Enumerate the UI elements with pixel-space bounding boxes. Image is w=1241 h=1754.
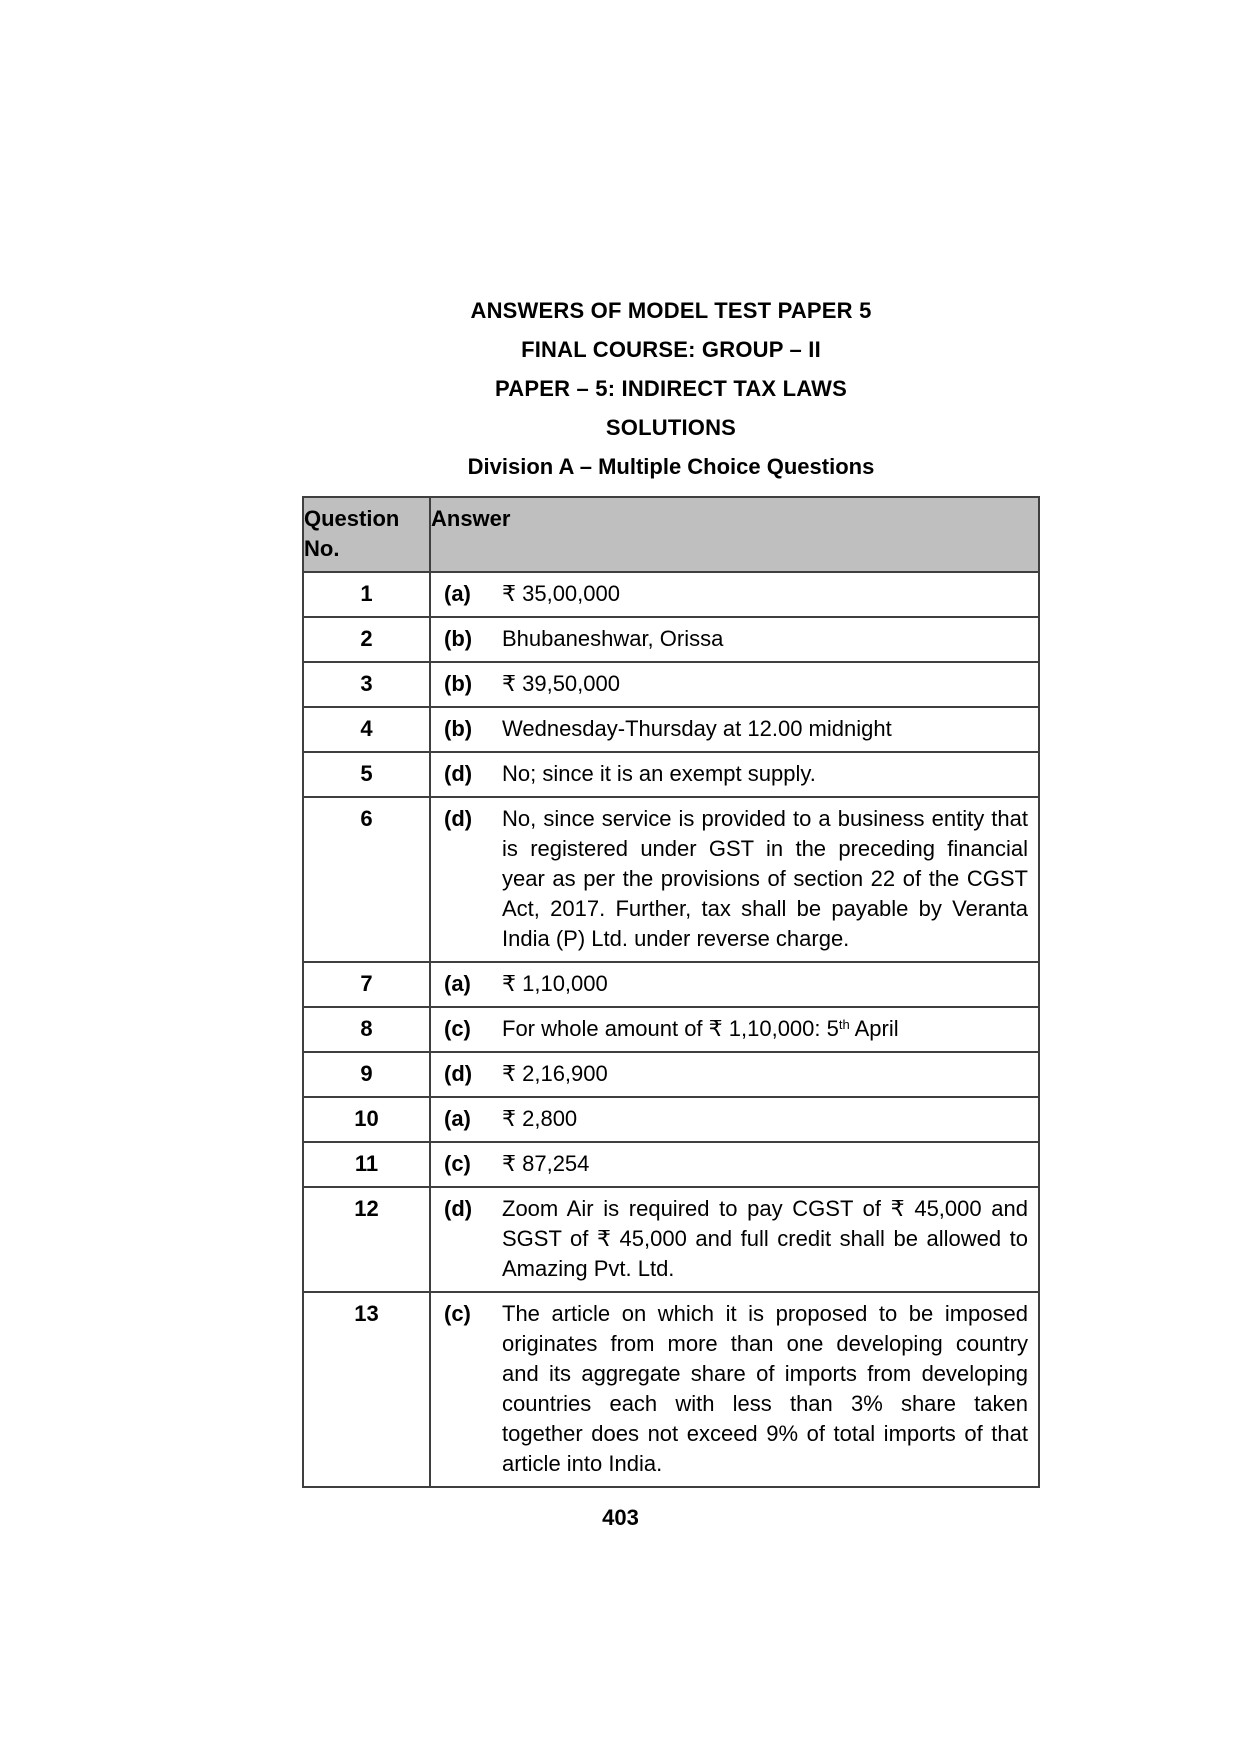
table-row — [303, 617, 1039, 662]
question-number: 12 — [303, 1187, 430, 1292]
answer-cell — [430, 572, 1039, 617]
column-header-answer: Answer — [430, 497, 1039, 572]
title-line-4: SOLUTIONS — [605, 415, 737, 440]
table-header-row — [303, 497, 1039, 572]
question-number: 3 — [303, 662, 430, 707]
question-number: 7 — [303, 962, 430, 1007]
table-row — [303, 1142, 1039, 1187]
document-page — [302, 298, 1040, 1488]
table-row — [303, 1097, 1039, 1142]
table-row — [303, 797, 1039, 962]
answer-cell — [430, 1097, 1039, 1142]
section-heading: Division A – Multiple Choice Questions — [467, 454, 875, 479]
question-number: 11 — [303, 1142, 430, 1187]
table-row — [303, 752, 1039, 797]
answer-cell — [430, 1292, 1039, 1487]
table-row — [303, 1007, 1039, 1052]
question-number: 4 — [303, 707, 430, 752]
answer-text: For whole amount of ₹ 1,10,000: 5th April — [502, 1016, 899, 1041]
table-row — [303, 662, 1039, 707]
answer-text: Zoom Air is required to pay CGST of ₹ 45,000 and SGST of ₹ 45,000 and full credit shall be allowed to Amazing Pvt. Ltd. — [502, 1196, 1028, 1281]
answer-option-letter: (b) — [444, 716, 473, 741]
answer-option-letter: (b) — [444, 671, 473, 696]
answer-text: ₹ 87,254 — [502, 1151, 590, 1176]
answer-text: No, since service is provided to a business entity that is registered under GST in the preceding financial year as per the provisions of section 22 of the CGST Act, 2017. Further, tax shall be payable by Veranta India (P) Ltd. under reverse charge. — [502, 806, 1028, 951]
answer-cell — [430, 707, 1039, 752]
answer-option-letter: (a) — [444, 971, 471, 996]
answer-text: ₹ 35,00,000 — [502, 581, 620, 606]
question-number: 10 — [303, 1097, 430, 1142]
answer-text: The article on which it is proposed to be imposed originates from more than one developing country and its aggregate share of imports from developing countries each with less than 3% share taken together does not exceed 9% of total imports of that article into India. — [502, 1301, 1028, 1476]
answer-cell — [430, 617, 1039, 662]
answer-option-letter: (c) — [444, 1151, 471, 1176]
answer-text: ₹ 2,800 — [502, 1106, 578, 1131]
answer-text: ₹ 1,10,000 — [502, 971, 608, 996]
table-row — [303, 1187, 1039, 1292]
answer-text: ₹ 39,50,000 — [502, 671, 620, 696]
answer-text: Wednesday-Thursday at 12.00 midnight — [502, 716, 892, 741]
answer-option-letter: (d) — [444, 1196, 473, 1221]
table-row — [303, 962, 1039, 1007]
answer-option-letter: (d) — [444, 806, 473, 831]
answer-option-letter: (a) — [444, 581, 471, 606]
answer-cell — [430, 962, 1039, 1007]
answer-option-letter: (a) — [444, 1106, 471, 1131]
answer-text: Bhubaneshwar, Orissa — [502, 626, 724, 651]
answer-cell — [430, 1052, 1039, 1097]
answer-option-letter: (b) — [444, 626, 473, 651]
question-number: 9 — [303, 1052, 430, 1097]
answer-text: No; since it is an exempt supply. — [502, 761, 816, 786]
answer-cell — [430, 1142, 1039, 1187]
question-number: 8 — [303, 1007, 430, 1052]
answer-option-letter: (d) — [444, 761, 473, 786]
ordinal-suffix: th — [838, 1017, 850, 1032]
question-number: 5 — [303, 752, 430, 797]
answer-text: ₹ 2,16,900 — [502, 1061, 608, 1086]
answer-cell — [430, 752, 1039, 797]
answers-table — [302, 496, 1040, 1488]
answer-cell — [430, 1187, 1039, 1292]
answer-option-letter: (c) — [444, 1016, 471, 1041]
title-line-1: ANSWERS OF MODEL TEST PAPER 5 — [470, 298, 872, 323]
answer-option-letter: (d) — [444, 1061, 473, 1086]
question-number: 2 — [303, 617, 430, 662]
title-line-2: FINAL COURSE: GROUP – II — [521, 337, 821, 362]
table-row — [303, 1292, 1039, 1487]
title-line-3: PAPER – 5: INDIRECT TAX LAWS — [495, 376, 847, 401]
question-number: 13 — [303, 1292, 430, 1487]
question-number: 6 — [303, 797, 430, 962]
page-number: 403 — [602, 1505, 639, 1530]
answer-cell — [430, 797, 1039, 962]
answer-cell — [430, 662, 1039, 707]
answer-cell — [430, 1007, 1039, 1052]
table-row — [303, 1052, 1039, 1097]
table-row — [303, 572, 1039, 617]
answer-option-letter: (c) — [444, 1301, 471, 1326]
column-header-question-no: Question No. — [303, 497, 430, 572]
table-row — [303, 707, 1039, 752]
question-number: 1 — [303, 572, 430, 617]
